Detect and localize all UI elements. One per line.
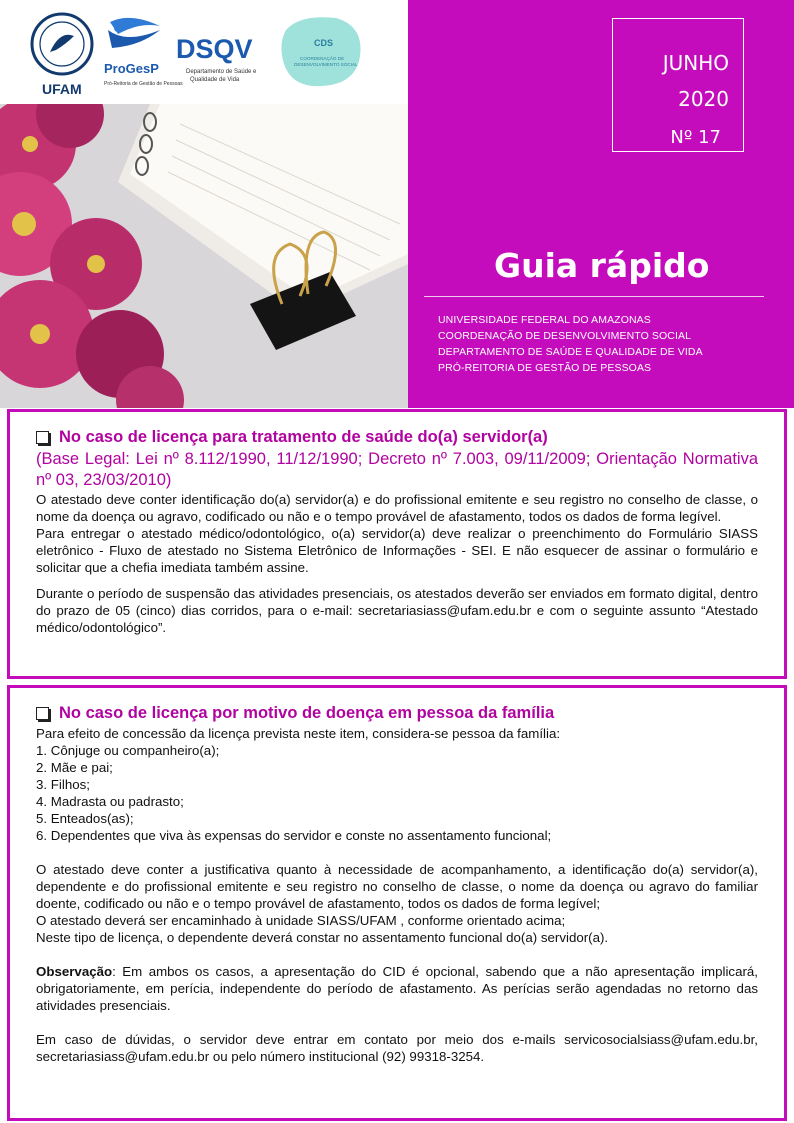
paragraph: Para entregar o atestado médico/odontológico, o(a) servidor(a) deve realizar o preenchimento do Formulário SIASS eletrônico - Fluxo de atestado no Sistema Eletrônico de Informações - SEI. E não esquecer de assinar o formulário e solicitar que a chefia imediata também assine.	[36, 526, 758, 575]
section-family-illness-leave	[7, 685, 787, 1121]
list-item: 1. Cônjuge ou companheiro(a);	[36, 743, 220, 758]
checkbox-bullet-icon	[36, 431, 49, 444]
svg-text:Pró-Reitoria de Gestão de Pess: Pró-Reitoria de Gestão de Pessoas	[104, 81, 183, 87]
contact-paragraph: Em caso de dúvidas, o servidor deve entrar em contato por meio dos e-mails servicosocialsiass@ufam.edu.br, secretariasiass@ufam.edu.br ou pelo número institucional (92) 99318-3254.	[36, 1032, 758, 1064]
institution-logos	[0, 0, 408, 104]
legal-basis: (Base Legal: Lei nº 8.112/1990, 11/12/1990; Decreto nº 7.003, 09/11/2009; Orientação Normativa nº 03, 23/03/2010)	[36, 450, 758, 489]
svg-text:COORDENAÇÃO DE: COORDENAÇÃO DE	[300, 56, 345, 61]
section-heading	[36, 428, 758, 447]
dsqv-logo-text: DSQV	[176, 34, 253, 64]
cover-photo	[0, 104, 408, 408]
list-item: 3. Filhos;	[36, 777, 90, 792]
section-heading-text: No caso de licença para tratamento de saúde do(a) servidor(a)	[59, 428, 548, 446]
section-heading	[36, 704, 758, 723]
paragraph: Para efeito de concessão da licença prevista neste item, considera-se pessoa da família:	[36, 726, 561, 741]
flowers-and-notepad-illustration	[0, 104, 408, 408]
section-heading-text: No caso de licença por motivo de doença em pessoa da família	[59, 704, 555, 722]
section-own-health-leave	[7, 409, 787, 679]
org-line: COORDENAÇÃO DE DESENVOLVIMENTO SOCIAL	[438, 330, 692, 342]
cds-logo-text: CDS	[314, 38, 334, 48]
list-item: 2. Mãe e pai;	[36, 760, 113, 775]
progesp-logo-text: ProGesP	[104, 61, 159, 76]
logo-bar	[0, 0, 408, 104]
list-item: 4. Madrasta ou padrasto;	[36, 794, 184, 809]
paragraph: Neste tipo de licença, o dependente deverá constar no assentamento funcional do(a) servidor(a).	[36, 930, 609, 945]
organization-list	[438, 312, 703, 376]
issue-month: JUNHO	[662, 51, 729, 75]
paragraph: O atestado deve conter a justificativa quanto à necessidade de acompanhamento, a identificação do(a) servidor(a), dependente e do profissional emitente e seu registro no conselho de classe, o nome da doença ou agravo do familiar doente, codificado ou não e o tempo provável de afastamento, todos os dados de forma legível;	[36, 862, 758, 911]
family-member-list	[36, 742, 758, 844]
list-item: 5. Enteados(as);	[36, 811, 134, 826]
observation-text: : Em ambos os casos, a apresentação do CID é opcional, sabendo que a não apresentação implicará, obrigatoriamente, em perícia, independente do período de afastamento. As perícias serão agendadas no retorno das atividades presenciais.	[36, 964, 758, 1013]
svg-text:Departamento de Saúde e: Departamento de Saúde e	[186, 69, 257, 75]
svg-text:DESENVOLVIMENTO SOCIAL: DESENVOLVIMENTO SOCIAL	[294, 62, 358, 67]
paragraph: O atestado deverá ser encaminhado à unidade SIASS/UFAM , conforme orientado acima;	[36, 913, 566, 928]
org-line: DEPARTAMENTO DE SAÚDE E QUALIDADE DE VIDA	[438, 346, 703, 358]
paragraph: Durante o período de suspensão das atividades presenciais, os atestados deverão ser enviados em formato digital, dentro do prazo de 05 (cinco) dias corridos, para o e-mail: secretariasiass@ufam.edu.br e com o seguinte assunto “Atestado médico/odontológico”.	[36, 586, 758, 635]
issue-year: 2020	[678, 87, 729, 111]
org-line: PRÓ-REITORIA DE GESTÃO DE PESSOAS	[438, 362, 652, 374]
issue-number: Nº 17	[670, 127, 721, 148]
org-line: UNIVERSIDADE FEDERAL DO AMAZONAS	[438, 314, 651, 326]
paragraph: O atestado deve conter identificação do(a) servidor(a) e do profissional emitente e seu registro no conselho de classe, o nome da doença ou agravo, codificado ou não e o tempo provável de afastamento, todos os dados de forma legível.	[36, 492, 758, 524]
ufam-logo-text: UFAM	[42, 81, 82, 97]
page-title: Guia rápido	[494, 246, 710, 285]
issue-date-box	[612, 18, 744, 152]
title-panel	[408, 0, 794, 408]
observation-paragraph	[36, 963, 758, 1014]
title-divider	[424, 296, 764, 297]
svg-text:Qualidade de Vida: Qualidade de Vida	[190, 77, 240, 83]
observation-label: Observação	[36, 964, 113, 979]
checkbox-bullet-icon	[36, 707, 49, 720]
list-item: 6. Dependentes que viva às expensas do servidor e conste no assentamento funcional;	[36, 828, 552, 843]
